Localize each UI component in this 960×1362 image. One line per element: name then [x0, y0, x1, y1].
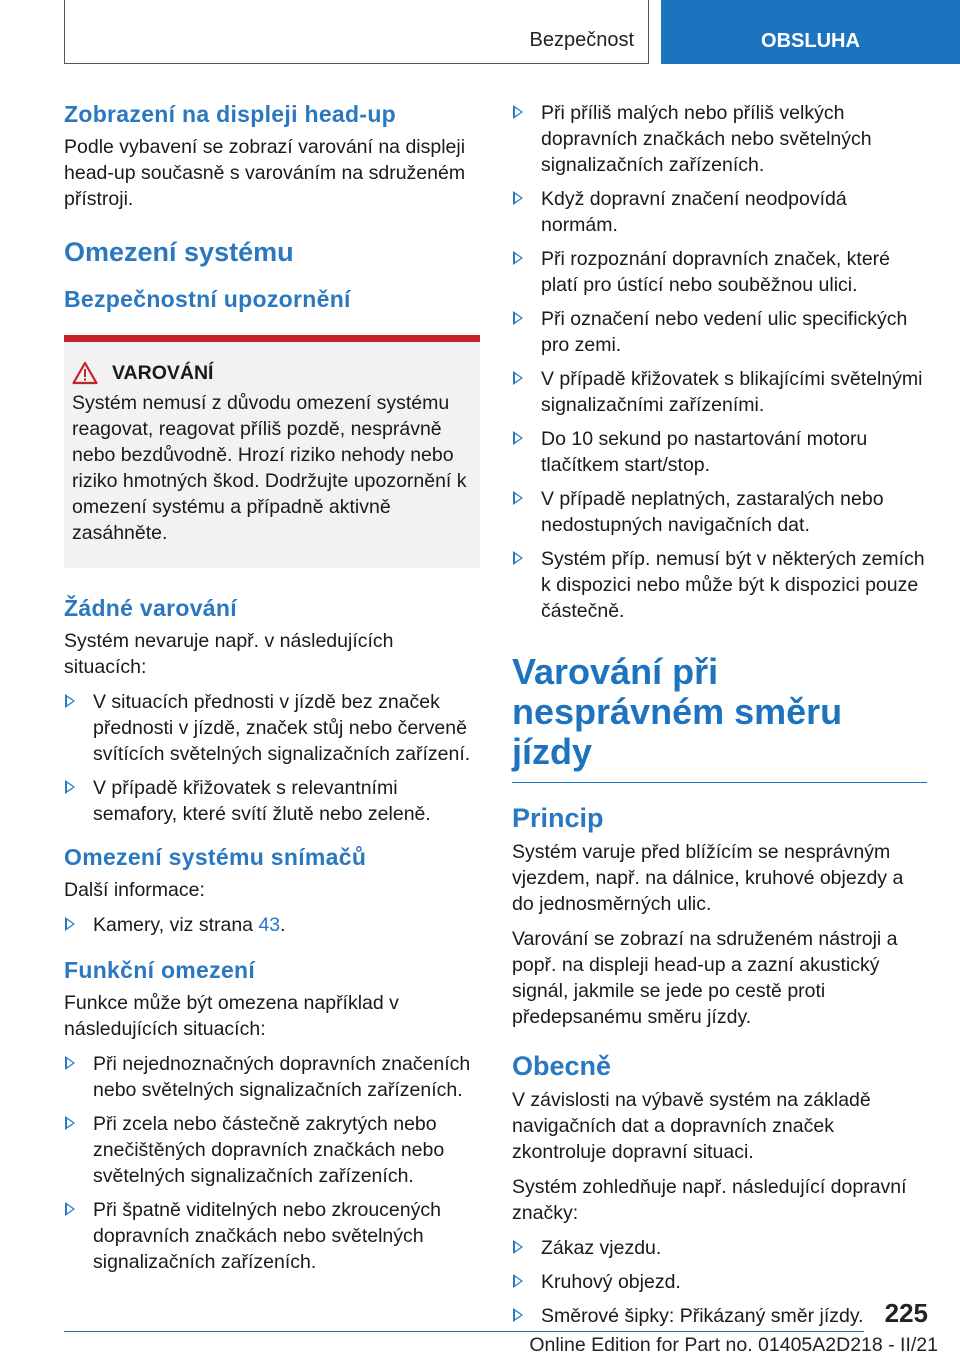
- warning-box: [64, 335, 480, 568]
- bullet-arrow-icon: [513, 1274, 523, 1288]
- heading-headup: Zobrazení na displeji head-up: [64, 101, 397, 127]
- paragraph-sensor: Další informace:: [64, 879, 205, 901]
- list-item: Systém příp. nemusí být v některých zemích k dispozici nebo může být k dispozici pouze částečně.: [512, 546, 927, 624]
- bullet-arrow-icon: [65, 1056, 75, 1070]
- footer-divider: [64, 1331, 864, 1332]
- paragraph-principle-1: Systém varuje před blížícím se nesprávným vjezdem, např. na dálnice, kruhové objezdy a do jednosměrných ulic.: [512, 841, 904, 915]
- list-item: Při příliš malých nebo příliš velkých dopravních značkách nebo světelných signalizačních zařízeních.: [512, 100, 927, 178]
- bullet-arrow-icon: [513, 251, 523, 265]
- bullet-arrow-icon: [513, 431, 523, 445]
- header-frame: [64, 0, 649, 64]
- bullet-arrow-icon: [513, 551, 523, 565]
- list-item: V případě křižovatek s relevantními semafory, které svítí žlutě nebo zeleně.: [64, 775, 479, 827]
- bullet-arrow-icon: [65, 1116, 75, 1130]
- list-item: Zákaz vjezdu.: [512, 1235, 927, 1261]
- heading-system-limits: Omezení systému: [64, 237, 294, 267]
- warning-triangle-icon: [72, 361, 98, 385]
- list-item: Kamery, viz strana 43.: [64, 912, 479, 938]
- bullet-arrow-icon: [513, 1240, 523, 1254]
- list-item: Při rozpoznání dopravních značek, které platí pro ústící nebo souběžnou ulici.: [512, 246, 927, 298]
- list-item: Při špatně viditelných nebo zkroucených dopravních značkách nebo světelných signalizačních zařízeních.: [64, 1197, 479, 1275]
- bullet-arrow-icon: [513, 191, 523, 205]
- list-item: Kruhový objezd.: [512, 1269, 927, 1295]
- paragraph-no-warning: Systém nevaruje např. v následujících situacích:: [64, 630, 394, 678]
- heading-general: Obecně: [512, 1051, 612, 1081]
- heading-sensor-limits: Omezení systému snímačů: [64, 844, 367, 870]
- functional-list-continued: [512, 100, 927, 624]
- paragraph-general-2: Systém zohledňuje např. následující dopravní značky:: [512, 1176, 907, 1224]
- page-number: 225: [884, 1298, 928, 1328]
- heading-functional-limits: Funkční omezení: [64, 957, 256, 983]
- bullet-arrow-icon: [513, 491, 523, 505]
- bullet-arrow-icon: [513, 105, 523, 119]
- left-column: [64, 100, 479, 1285]
- warning-header: [72, 360, 474, 386]
- header-chapter-tab: OBSLUHA: [661, 0, 960, 64]
- list-item: V situacích přednosti v jízdě bez značek přednosti v jízdě, značek stůj nebo červeně svítících světelných signalizačních zařízení.: [64, 689, 479, 767]
- no-warning-list: [64, 689, 479, 827]
- list-item: Při zcela nebo částečně zakrytých nebo znečištěných dopravních značkách nebo světelných signalizačních zařízeních.: [64, 1111, 479, 1189]
- warning-title: VAROVÁNÍ: [112, 362, 214, 384]
- sensor-list: [64, 912, 479, 938]
- list-item: Při nejednoznačných dopravních značeních nebo světelných signalizačních zařízeních.: [64, 1051, 479, 1103]
- heading-principle: Princip: [512, 803, 604, 833]
- functional-list: [64, 1051, 479, 1275]
- paragraph-headup: Podle vybavení se zobrazí varování na displeji head-up současně s varováním na sdruženém přístroji.: [64, 136, 466, 210]
- header-section-title: Bezpečnost: [529, 29, 634, 51]
- section-divider: [512, 782, 927, 783]
- heading-wrong-way-warning: Varování při nesprávném směru jízdy: [512, 651, 843, 772]
- list-item: Směrové šipky: Přikázaný směr jízdy.: [512, 1303, 927, 1329]
- bullet-arrow-icon: [65, 917, 75, 931]
- list-item: Do 10 sekund po nastartování motoru tlačítkem start/stop.: [512, 426, 927, 478]
- bullet-arrow-icon: [65, 694, 75, 708]
- bullet-arrow-icon: [513, 311, 523, 325]
- list-item: V případě křižovatek s blikajícími světelnými signalizačními zařízeními.: [512, 366, 927, 418]
- bullet-arrow-icon: [65, 1202, 75, 1216]
- warning-text: Systém nemusí z důvodu omezení systému reagovat, reagovat příliš pozdě, nesprávně nebo bezdůvodně. Hrozí riziko nehody nebo riziko hmotných škod. Dodržujte upozornění k omezení systému a případně aktivně zasáhněte.: [72, 392, 467, 544]
- list-item: Když dopravní značení neodpovídá normám.: [512, 186, 927, 238]
- paragraph-general-1: V závislosti na výbavě systém na základě navigačních dat a dopravních značek zkontroluje dopravní situaci.: [512, 1089, 871, 1163]
- page-link-43[interactable]: 43: [258, 914, 281, 936]
- paragraph-principle-2: Varování se zobrazí na sdruženém nástroji a popř. na displeji head-up a zazní akustický signál, jakmile se jede po cestě proti předepsanému směru jízdy.: [512, 928, 898, 1028]
- heading-no-warning: Žádné varování: [64, 595, 237, 621]
- traffic-sign-list: [512, 1235, 927, 1329]
- bullet-arrow-icon: [65, 780, 75, 794]
- bullet-arrow-icon: [513, 1308, 523, 1322]
- right-column: [512, 100, 927, 1339]
- list-item: V případě neplatných, zastaralých nebo nedostupných navigačních dat.: [512, 486, 927, 538]
- footer-edition: Online Edition for Part no. 01405A2D218 - II/21: [529, 1334, 938, 1356]
- list-item: Při označení nebo vedení ulic specifických pro zemi.: [512, 306, 927, 358]
- bullet-arrow-icon: [513, 371, 523, 385]
- paragraph-functional: Funkce může být omezena například v následujících situacích:: [64, 992, 399, 1040]
- heading-safety-notes: Bezpečnostní upozornění: [64, 286, 351, 312]
